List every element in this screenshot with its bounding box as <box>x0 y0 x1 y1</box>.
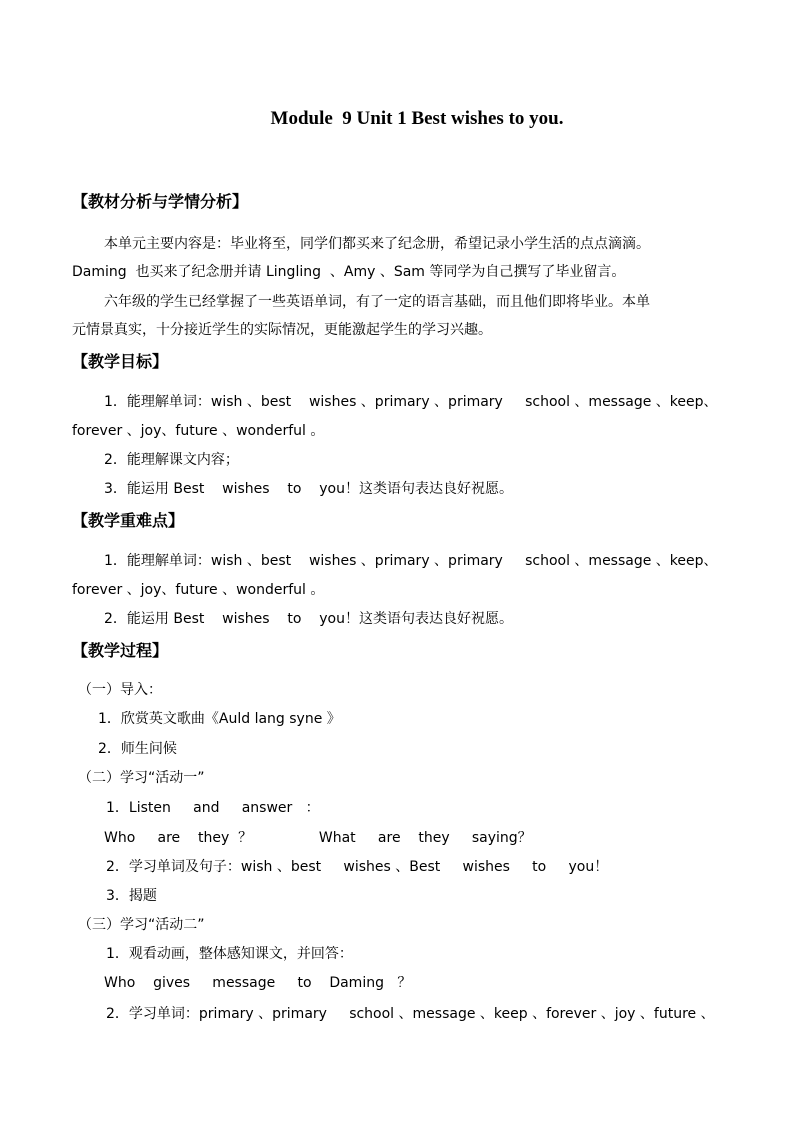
process-part-2-item-2: 2．学习单词及句子：wish 、best wishes 、Best wishes to you！ <box>106 859 609 875</box>
heading-analysis: 【教材分析与学情分析】 <box>72 192 249 211</box>
process-part-2-item-1: 1．Listen and answer ： <box>106 800 320 816</box>
goals-item-1-line-1: 1．能理解单词：wish 、best wishes 、primary 、primary school 、message 、keep、 <box>104 394 718 410</box>
process-part-1: （一）导入： <box>78 682 162 698</box>
heading-key-points: 【教学重难点】 <box>72 511 185 530</box>
analysis-paragraph-2-line-1: 六年级的学生已经掌握了一些英语单词，有了一定的语言基础，而且他们即将毕业。本单 <box>104 294 650 310</box>
key-points-item-1-line-2: forever 、joy、future 、wonderful 。 <box>72 582 325 598</box>
process-part-3-question: Who gives message to Daming ？ <box>104 975 412 991</box>
goals-item-1-line-2: forever 、joy、future 、wonderful 。 <box>72 423 325 439</box>
process-part-1-item-2: 2．师生问候 <box>98 741 177 757</box>
document-title: Module 9 Unit 1 Best wishes to you. <box>270 108 564 129</box>
analysis-paragraph-1-line-2: Daming 也买来了纪念册并请 Lingling 、Amy 、Sam 等同学为自己撰写了毕业留言。 <box>72 264 626 280</box>
key-points-item-1-line-1: 1．能理解单词：wish 、best wishes 、primary 、primary school 、message 、keep、 <box>104 553 718 569</box>
process-part-3: （三）学习“活动二” <box>78 917 205 933</box>
process-part-2-question: Who are they ？ What are they saying？ <box>104 830 532 846</box>
process-part-3-item-2: 2．学习单词：primary 、primary school 、message 、keep 、forever 、joy 、future 、 <box>106 1006 715 1022</box>
key-points-item-2: 2．能运用 Best wishes to you！这类语句表达良好祝愿。 <box>104 611 513 627</box>
goals-item-3: 3．能运用 Best wishes to you！这类语句表达良好祝愿。 <box>104 481 513 497</box>
analysis-paragraph-2-line-2: 元情景真实，十分接近学生的实际情况，更能激起学生的学习兴趣。 <box>72 322 492 338</box>
process-part-2: （二）学习“活动一” <box>78 770 205 786</box>
heading-process: 【教学过程】 <box>72 641 169 660</box>
goals-item-2: 2．能理解课文内容； <box>104 452 239 468</box>
process-part-1-item-1: 1．欣赏英文歌曲《Auld lang syne 》 <box>98 711 341 727</box>
analysis-paragraph-1-line-1: 本单元主要内容是：毕业将至，同学们都买来了纪念册，希望记录小学生活的点点滴滴。 <box>104 236 650 252</box>
process-part-2-item-3: 3．揭题 <box>106 888 157 904</box>
process-part-3-item-1: 1．观看动画，整体感知课文，并回答： <box>106 946 353 962</box>
heading-goals: 【教学目标】 <box>72 352 169 371</box>
